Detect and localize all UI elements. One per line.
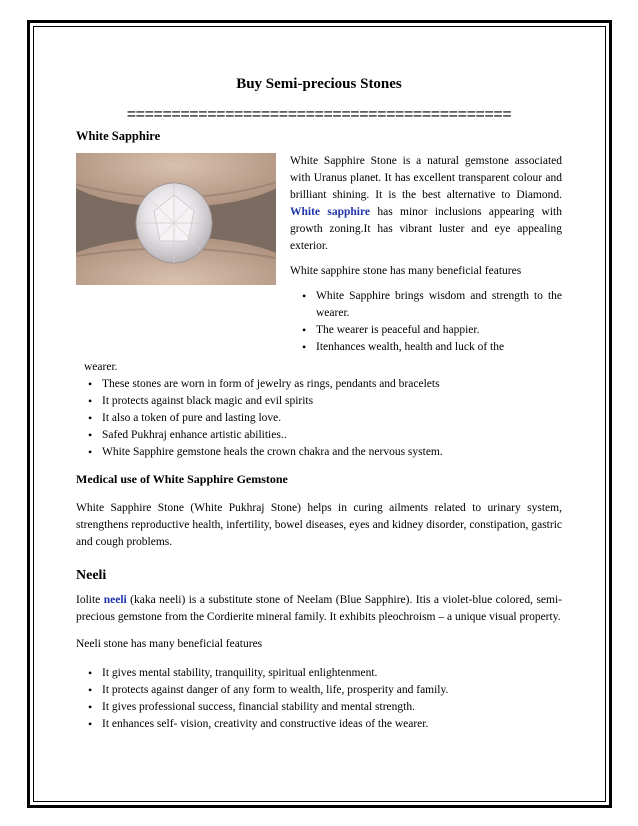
list-item: • It enhances self- vision, creativity and constructive ideas of the wearer. bbox=[76, 716, 562, 733]
list-item: • It gives professional success, financial stability and mental strength. bbox=[76, 699, 562, 716]
full-feature-list bbox=[76, 376, 562, 461]
neeli-features-lead: Neeli stone has many beneficial features bbox=[76, 638, 263, 650]
list-item: • It gives mental stability, tranquility, spiritual enlightenment. bbox=[76, 665, 562, 682]
white-sapphire-heading: White Sapphire bbox=[76, 129, 161, 143]
neeli-intro-start: Iolite bbox=[76, 594, 101, 606]
intro-text-end: has minor inclusions appearing with growth zoning.It has vibrant luster and eye appealing exterior. bbox=[290, 206, 562, 252]
neeli-heading: Neeli bbox=[76, 568, 107, 583]
white-sapphire-intro bbox=[290, 153, 562, 255]
white-sapphire-photo bbox=[76, 153, 276, 285]
list-item: • Safed Pukhraj enhance artistic abilities.. bbox=[76, 427, 562, 444]
neeli-intro-end: (kaka neeli) is a substitute stone of Neelam (Blue Sapphire). Itis a violet-blue colored, semi-precious gemstone from the Cordierite mineral family. It exhibits pleochroism – a unique visual property. bbox=[76, 594, 563, 623]
list-item: • The wearer is peaceful and happier. bbox=[290, 322, 562, 339]
white-sapphire-description bbox=[290, 153, 562, 356]
features-lead: White sapphire stone has many beneficial features bbox=[290, 265, 522, 277]
title-divider: =========================================== bbox=[126, 106, 512, 123]
medical-use-text: White Sapphire Stone (White Pukhraj Stone) helps in curing ailments related to urinary system, strengthens reproductive health, infertility, bowel diseases, eyes and kidney disorder, constipation, gastric and cough problems. bbox=[76, 502, 562, 548]
white-sapphire-section bbox=[76, 153, 562, 375]
neeli-link[interactable]: neeli bbox=[103, 594, 127, 606]
white-sapphire-link[interactable]: White sapphire bbox=[290, 206, 370, 218]
intro-text-start: White Sapphire Stone is a natural gemstone associated with Uranus planet. It has excellent transparent colour and brilliant shining. It is the best alternative to Diamond. bbox=[290, 155, 562, 201]
list-item: • It protects against black magic and evil spirits bbox=[76, 393, 562, 410]
sapphire-image-graphic bbox=[76, 153, 276, 285]
list-item: • It protects against danger of any form to wealth, life, prosperity and family. bbox=[76, 682, 562, 699]
neeli-feature-list bbox=[76, 665, 562, 733]
neeli-intro bbox=[76, 592, 562, 626]
list-item: • These stones are worn in form of jewelry as rings, pendants and bracelets bbox=[76, 376, 562, 393]
list-item: • It also a token of pure and lasting love. bbox=[76, 410, 562, 427]
list-item: • White Sapphire gemstone heals the crown chakra and the nervous system. bbox=[76, 444, 562, 461]
side-feature-list bbox=[290, 288, 562, 356]
medical-use-heading: Medical use of White Sapphire Gemstone bbox=[76, 472, 288, 486]
list-item: • Itenhances wealth, health and luck of the bbox=[290, 339, 562, 356]
document-title: Buy Semi-precious Stones bbox=[236, 76, 402, 92]
document-body bbox=[76, 74, 562, 733]
list-item: • White Sapphire brings wisdom and strength to the wearer. bbox=[290, 288, 562, 322]
bullet-wrap-text: wearer. bbox=[84, 361, 118, 373]
